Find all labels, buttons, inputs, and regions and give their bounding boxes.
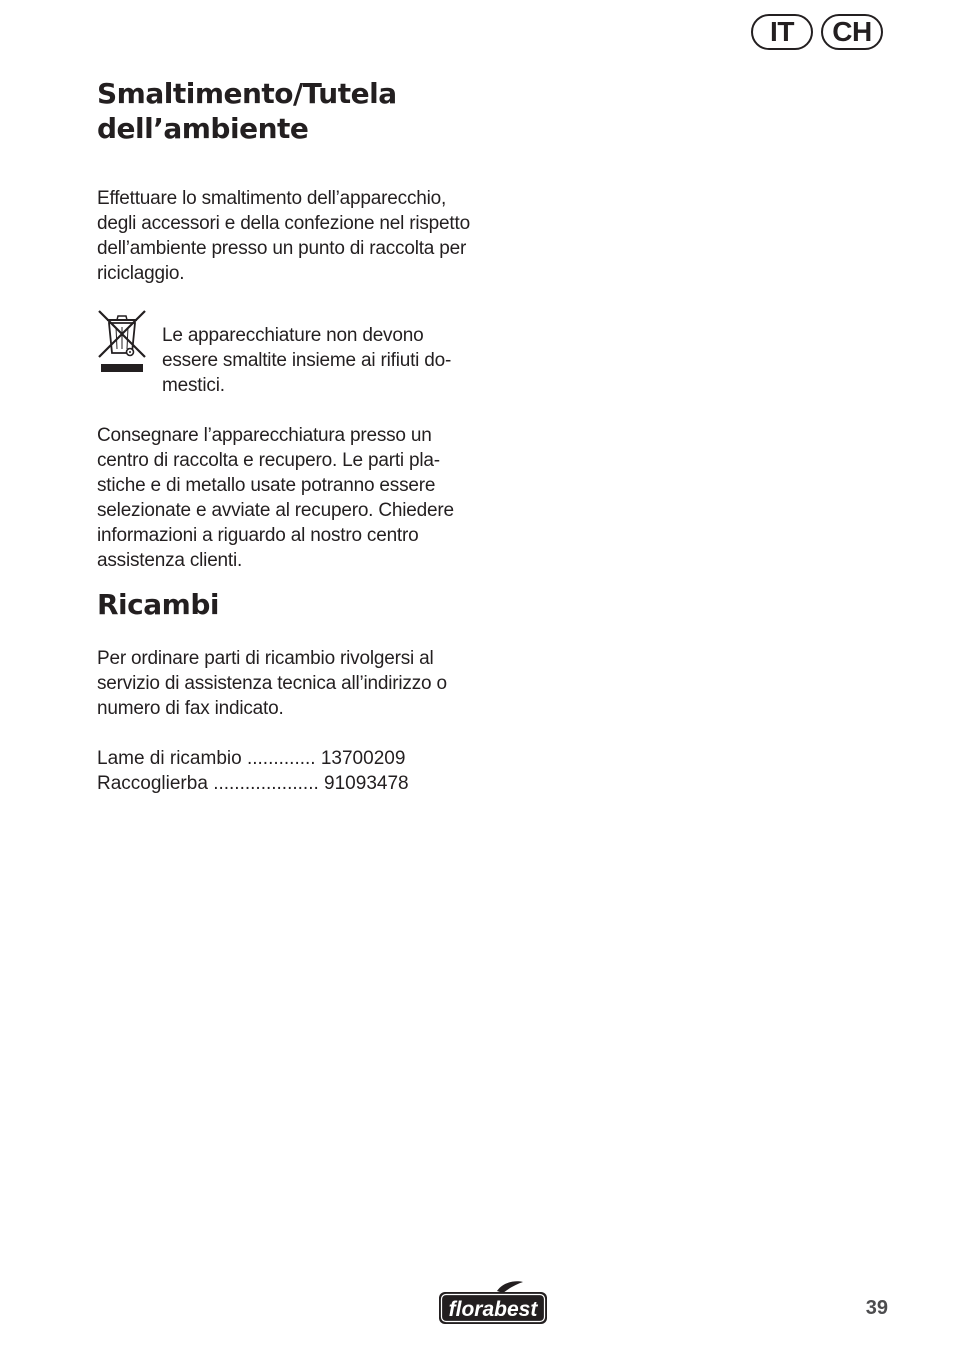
page-content: [97, 72, 487, 796]
text-line: riciclaggio.: [97, 263, 185, 284]
text-line: Consegnare l’apparecchiatura presso un: [97, 425, 432, 446]
disposal-paragraph-2: [97, 423, 487, 573]
part-name: Lame di ricambio: [97, 748, 242, 769]
text-line: stiche e di metallo usate potranno essere: [97, 475, 436, 496]
disposal-heading-line2: dell’ambiente: [97, 112, 309, 145]
text-line: informazioni a riguardo al nostro centro: [97, 525, 419, 546]
text-line: servizio di assistenza tecnica all’indirizzo o: [97, 673, 447, 694]
disposal-heading-line1: Smaltimento/Tutela: [97, 77, 397, 110]
weee-notice: [97, 311, 487, 398]
spare-part-row: [97, 771, 487, 796]
part-leader-dots: .............: [246, 748, 316, 769]
crossed-out-wheelie-bin-icon: [97, 309, 147, 375]
florabest-logo: [437, 1280, 549, 1326]
text-line: degli accessori e della confezione nel rispetto: [97, 213, 470, 234]
disposal-heading: [97, 76, 487, 146]
spare-part-row: [97, 746, 487, 771]
part-name: Raccoglierba: [97, 773, 208, 794]
text-line: mestici.: [162, 375, 225, 396]
text-line: Per ordinare parti di ricambio rivolgersi al: [97, 648, 434, 669]
part-code: 91093478: [324, 773, 409, 794]
spares-heading: Ricambi: [97, 588, 219, 621]
weee-notice-text: [162, 323, 451, 398]
text-line: Effettuare lo smaltimento dell’apparecchio,: [97, 188, 447, 209]
spare-parts-list: [97, 746, 487, 796]
page-number: 39: [865, 1297, 888, 1319]
text-line: assistenza clienti.: [97, 550, 243, 571]
disposal-paragraph-1: [97, 186, 487, 286]
text-line: selezionate e avviate al recupero. Chiedere: [97, 500, 454, 521]
logo-text: florabest: [448, 1298, 538, 1321]
text-line: numero di fax indicato.: [97, 698, 284, 719]
text-line: Le apparecchiature non devono: [162, 325, 424, 346]
part-code: 13700209: [320, 748, 406, 769]
part-leader-dots: ....................: [213, 773, 319, 794]
text-line: dell’ambiente presso un punto di raccolta per: [97, 238, 467, 259]
language-badges: [751, 14, 883, 50]
lang-badge-it: IT: [751, 14, 813, 50]
text-line: essere smaltite insieme ai rifiuti do-: [162, 350, 452, 371]
lang-badge-ch: CH: [821, 14, 883, 50]
spares-paragraph: [97, 646, 487, 721]
text-line: centro di raccolta e recupero. Le parti pla-: [97, 450, 440, 471]
